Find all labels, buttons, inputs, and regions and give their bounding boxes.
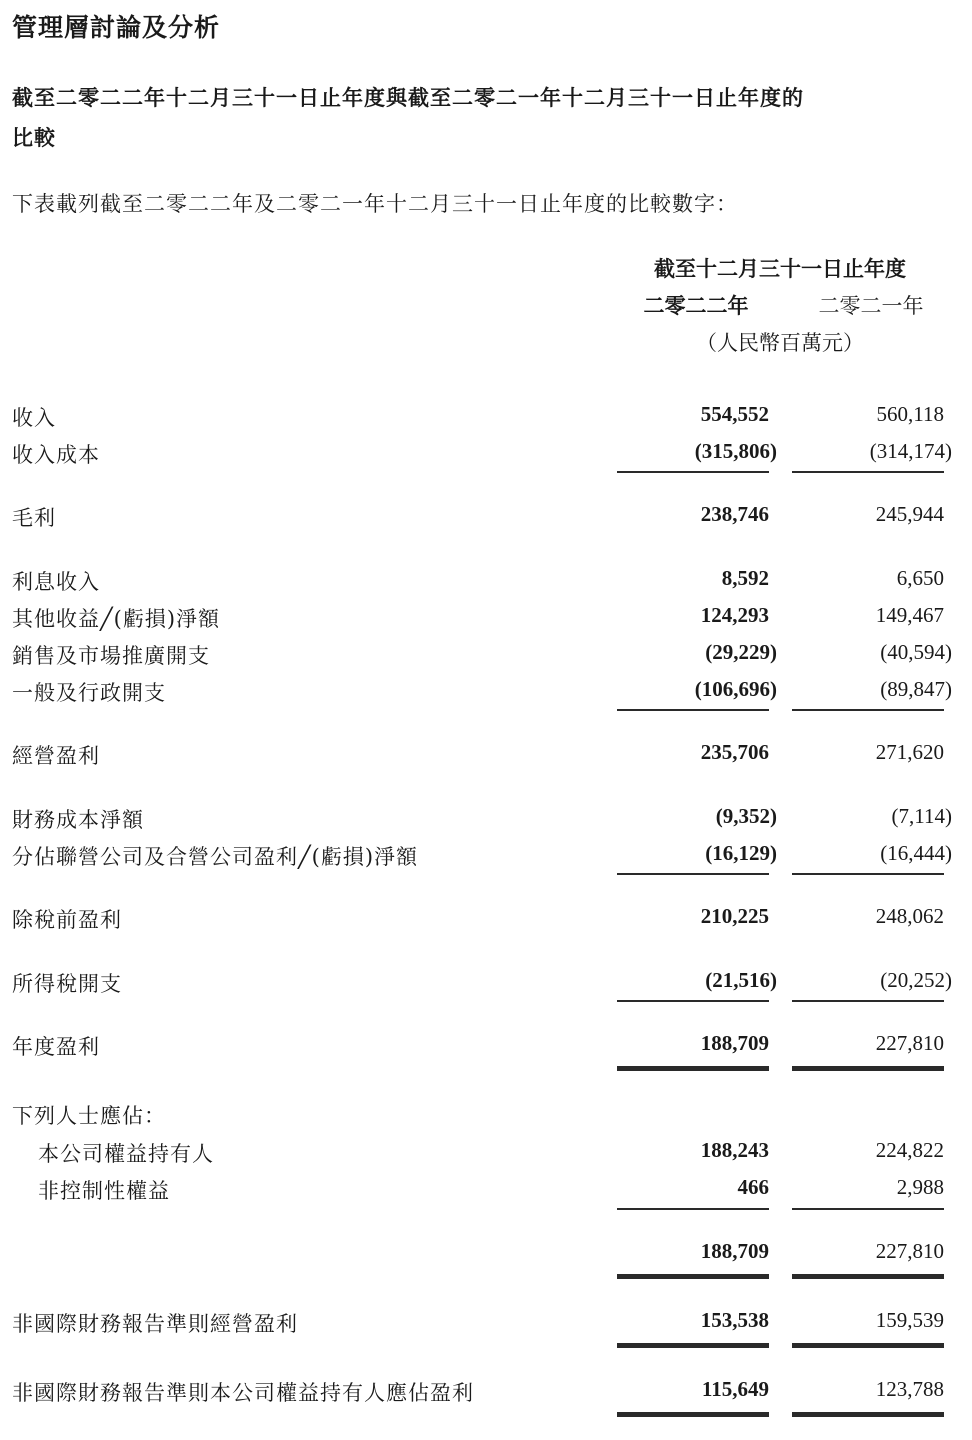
row-label-other-gains: 其他收益╱(虧損)淨額	[12, 607, 221, 631]
row-label-operating-profit: 經營盈利	[12, 744, 100, 768]
year-current-header: 二零二二年	[643, 293, 749, 318]
section-title: 管理層討論及分析	[12, 13, 221, 42]
operating-profit-current: 235,706	[700, 740, 769, 764]
profit-before-tax-prior: 248,062	[875, 904, 944, 928]
total-double-rule-current	[617, 1066, 769, 1071]
selling-marketing-prior: (40,594)	[880, 640, 952, 664]
subtotal-rule-prior	[792, 1000, 944, 1002]
row-label-finance-costs: 財務成本淨額	[12, 808, 144, 832]
intro-text: 下表載列截至二零二二年及二零二一年十二月三十一日止年度的比較數字：	[12, 192, 738, 216]
operating-profit-prior: 271,620	[875, 740, 944, 764]
subtotal-rule-current	[617, 873, 769, 875]
row-label-non-ifrs-operating-profit: 非國際財務報告準則經營盈利	[12, 1312, 298, 1336]
non-ifrs-operating-profit-prior: 159,539	[875, 1308, 944, 1332]
profit-for-year-current: 188,709	[700, 1031, 769, 1055]
row-label-equity-holders: 本公司權益持有人	[38, 1142, 214, 1166]
non-ifrs-profit-attributable-current: 115,649	[701, 1377, 769, 1401]
row-label-non-ifrs-profit-attributable: 非國際財務報告準則本公司權益持有人應佔盈利	[12, 1381, 474, 1405]
row-label-profit-for-year: 年度盈利	[12, 1035, 100, 1059]
row-label-interest-income: 利息收入	[12, 570, 100, 594]
subtotal-rule-prior	[792, 873, 944, 875]
comparison-subtitle-line2: 比較	[12, 125, 56, 150]
non-controlling-current: 466	[737, 1175, 769, 1199]
other-gains-prior: 149,467	[875, 603, 944, 627]
cost-of-revenue-current: (315,806)	[694, 439, 777, 463]
subtotal-rule-current	[617, 471, 769, 473]
total-double-rule-current	[617, 1343, 769, 1348]
non-ifrs-operating-profit-current: 153,538	[700, 1308, 769, 1332]
interest-income-prior: 6,650	[896, 566, 944, 590]
gross-profit-prior: 245,944	[875, 502, 944, 526]
equity-holders-prior: 224,822	[875, 1138, 944, 1162]
revenue-prior: 560,118	[876, 402, 944, 426]
non-controlling-prior: 2,988	[896, 1175, 944, 1199]
subtotal-rule-current	[617, 1000, 769, 1002]
total-double-rule-prior	[792, 1343, 944, 1348]
income-tax-current: (21,516)	[705, 968, 777, 992]
row-label-selling-marketing: 銷售及市場推廣開支	[12, 644, 210, 668]
period-header: 截至十二月三十一日止年度	[654, 256, 906, 281]
subtotal-rule-prior	[792, 471, 944, 473]
subtotal-rule-prior	[792, 1208, 944, 1210]
interest-income-current: 8,592	[721, 566, 769, 590]
row-label-income-tax: 所得稅開支	[12, 972, 122, 996]
row-label-revenue: 收入	[12, 406, 56, 430]
total-double-rule-prior	[792, 1066, 944, 1071]
gross-profit-current: 238,746	[700, 502, 769, 526]
income-tax-prior: (20,252)	[880, 968, 952, 992]
year-prior-header: 二零二一年	[818, 294, 924, 318]
row-label-attributable-to: 下列人士應佔：	[12, 1104, 166, 1128]
share-of-associates-current: (16,129)	[705, 841, 777, 865]
selling-marketing-current: (29,229)	[705, 640, 777, 664]
profit-before-tax-current: 210,225	[700, 904, 769, 928]
total-double-rule-current	[617, 1412, 769, 1417]
general-admin-current: (106,696)	[694, 677, 777, 701]
total-double-rule-prior	[792, 1274, 944, 1279]
revenue-current: 554,552	[700, 402, 769, 426]
row-label-non-controlling: 非控制性權益	[38, 1179, 170, 1203]
general-admin-prior: (89,847)	[880, 677, 952, 701]
total-double-rule-prior	[792, 1412, 944, 1417]
finance-costs-prior: (7,114)	[891, 804, 952, 828]
row-label-cost-of-revenue: 收入成本	[12, 443, 100, 467]
unit-header: （人民幣百萬元）	[696, 331, 864, 355]
finance-costs-current: (9,352)	[715, 804, 777, 828]
profit-for-year-prior: 227,810	[875, 1031, 944, 1055]
share-of-associates-prior: (16,444)	[880, 841, 952, 865]
row-label-gross-profit: 毛利	[12, 506, 56, 530]
subtotal-rule-prior	[792, 709, 944, 711]
subtotal-rule-current	[617, 1208, 769, 1210]
subtotal-rule-current	[617, 709, 769, 711]
total-double-rule-current	[617, 1274, 769, 1279]
row-label-general-admin: 一般及行政開支	[12, 681, 166, 705]
row-label-share-of-associates: 分佔聯營公司及合營公司盈利╱(虧損)淨額	[12, 845, 419, 869]
cost-of-revenue-prior: (314,174)	[869, 439, 952, 463]
row-label-profit-before-tax: 除稅前盈利	[12, 908, 122, 932]
equity-holders-current: 188,243	[700, 1138, 769, 1162]
comparison-subtitle-line1: 截至二零二二年十二月三十一日止年度與截至二零二一年十二月三十一日止年度的	[12, 85, 804, 110]
other-gains-current: 124,293	[700, 603, 769, 627]
attributable-total-current: 188,709	[700, 1239, 769, 1263]
attributable-total-prior: 227,810	[875, 1239, 944, 1263]
non-ifrs-profit-attributable-prior: 123,788	[875, 1377, 944, 1401]
